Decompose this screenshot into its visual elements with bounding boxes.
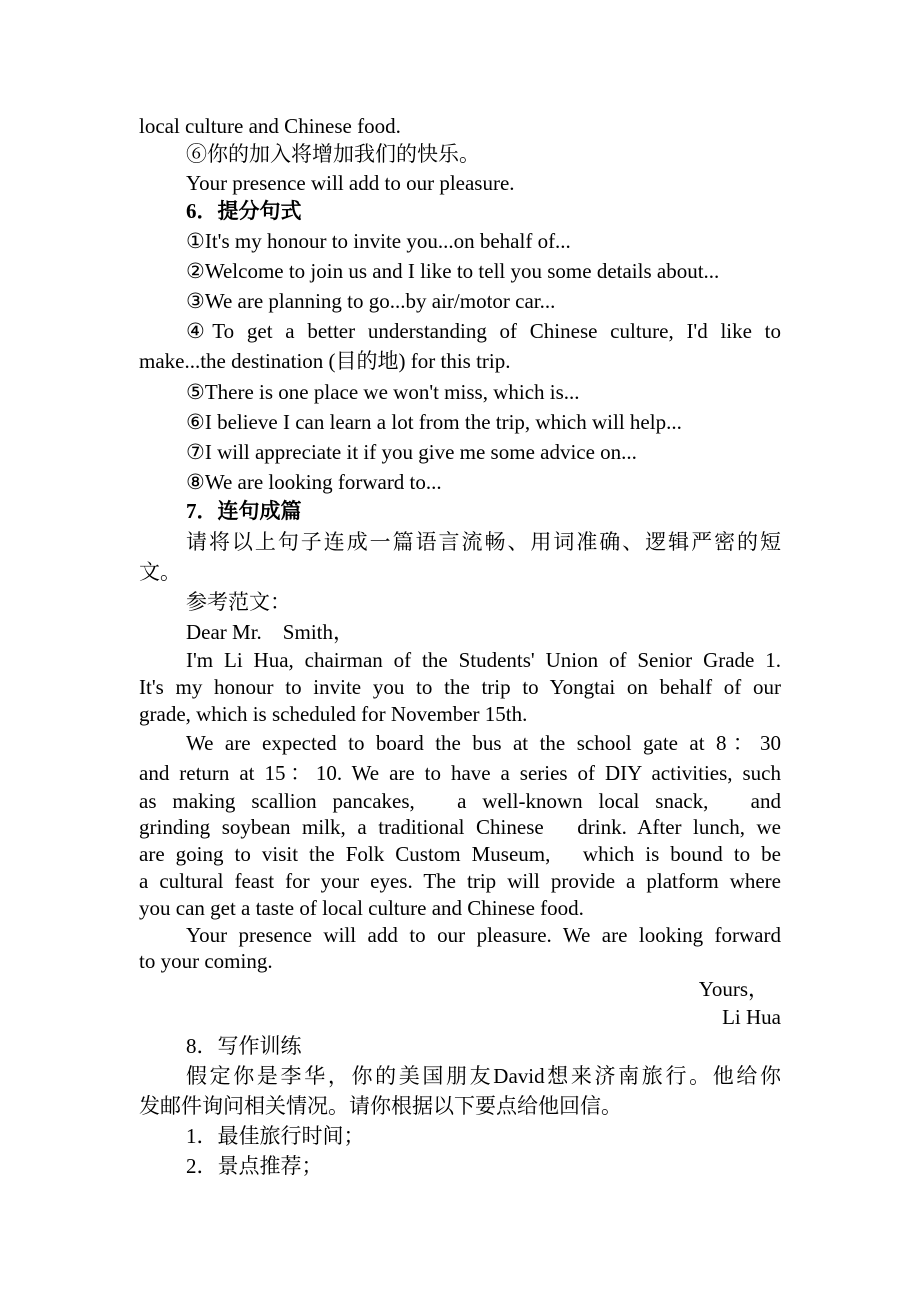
text-line: you can get a taste of local culture and Chinese food. bbox=[139, 896, 584, 920]
section-heading: 6．提分句式 bbox=[186, 199, 302, 223]
list-item: 1．最佳旅行时间； bbox=[186, 1124, 365, 1148]
section-heading: 7．连句成篇 bbox=[186, 499, 302, 523]
text-line: a cultural feast for your eyes. The trip will provide a platform where bbox=[139, 869, 781, 893]
text-line: local culture and Chinese food. bbox=[139, 114, 401, 138]
text-line: ③We are planning to go...by air/motor car... bbox=[186, 289, 556, 313]
text-line: 假定你是李华，你的美国朋友David想来济南旅行。他给你 bbox=[186, 1064, 781, 1088]
text-line: Your presence will add to our pleasure. bbox=[186, 171, 515, 195]
text-line: ⑤There is one place we won't miss, which is... bbox=[186, 380, 580, 404]
text-line: We are expected to board the bus at the school gate at 8：30 bbox=[186, 731, 781, 755]
text-line: grade, which is scheduled for November 15th. bbox=[139, 702, 528, 726]
text-line: ⑥I believe I can learn a lot from the trip, which will help... bbox=[186, 410, 682, 434]
text-line: 参考范文： bbox=[186, 590, 291, 614]
text-line: ①It's my honour to invite you...on behalf of... bbox=[186, 229, 571, 253]
text-line: 发邮件询问相关情况。请你根据以下要点给他回信。 bbox=[139, 1094, 622, 1118]
text-line: ④To get a better understanding of Chinese culture, I'd like to bbox=[186, 319, 781, 343]
list-item: 2．景点推荐； bbox=[186, 1154, 323, 1178]
text-line: ②Welcome to join us and I like to tell you some details about... bbox=[186, 259, 720, 283]
text-line: to your coming. bbox=[139, 949, 273, 973]
text-line: as making scallion pancakes, a well-known local snack, and bbox=[139, 789, 781, 813]
letter-greeting: Dear Mr. Smith， bbox=[186, 620, 354, 644]
text-line: It's my honour to invite you to the trip to Yongtai on behalf of our bbox=[139, 675, 781, 699]
text-line: 请将以上句子连成一篇语言流畅、用词准确、逻辑严密的短 bbox=[186, 530, 781, 554]
letter-signature: Li Hua bbox=[722, 1005, 781, 1029]
text-line: 文。 bbox=[139, 560, 181, 584]
text-line: ⑥你的加入将增加我们的快乐。 bbox=[186, 142, 480, 166]
text-line: are going to visit the Folk Custom Museum, which is bound to be bbox=[139, 842, 781, 866]
text-line: ⑧We are looking forward to... bbox=[186, 470, 442, 494]
text-line: Your presence will add to our pleasure. We are looking forward bbox=[186, 923, 781, 947]
text-line: ⑦I will appreciate it if you give me some advice on... bbox=[186, 440, 637, 464]
text-line: make...the destination (目的地) for this trip. bbox=[139, 349, 511, 373]
section-heading: 8．写作训练 bbox=[186, 1034, 302, 1058]
text-line: I'm Li Hua, chairman of the Students' Union of Senior Grade 1. bbox=[186, 648, 781, 672]
letter-closing: Yours， bbox=[698, 977, 769, 1001]
text-line: grinding soybean milk, a traditional Chinese drink. After lunch, we bbox=[139, 815, 781, 839]
text-line: and return at 15：10. We are to have a series of DIY activities, such bbox=[139, 761, 781, 785]
